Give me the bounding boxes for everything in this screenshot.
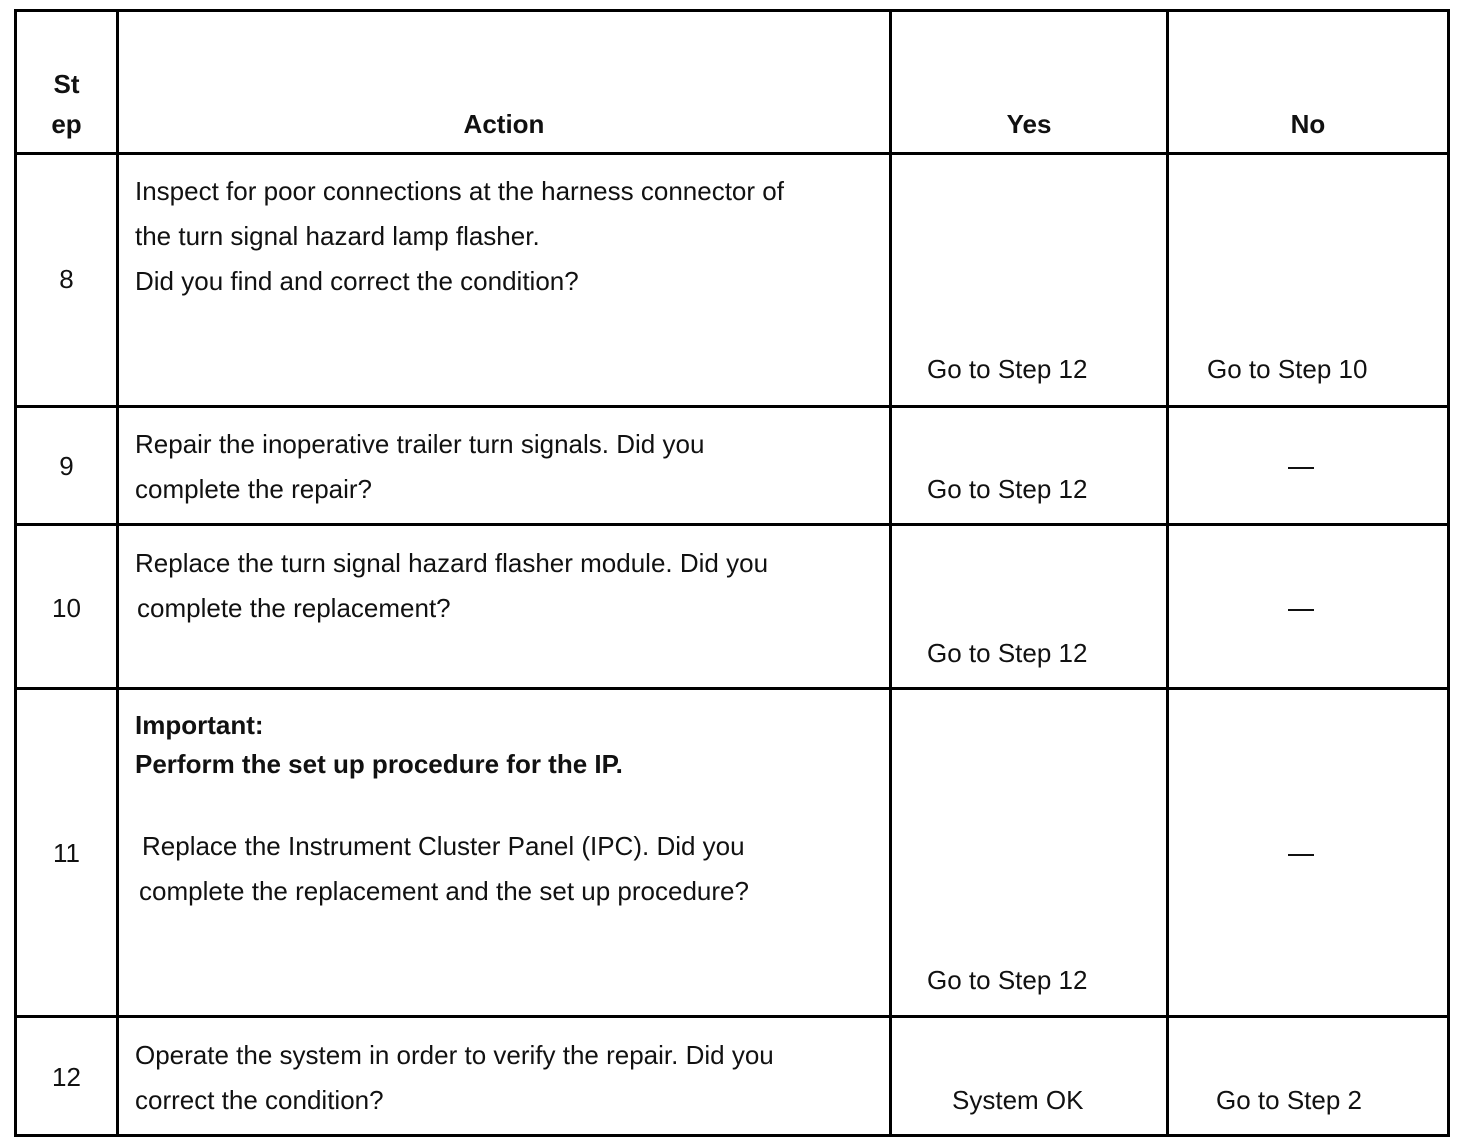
step-number: 11 <box>53 838 80 868</box>
column-divider <box>889 12 892 1134</box>
action-text: Replace the Instrument Cluster Panel (IPC). Did you complete the replacement and the set up procedure? <box>139 831 749 906</box>
action-text: Operate the system in order to verify the repair. Did you correct the condition? <box>135 1040 774 1115</box>
row-divider <box>17 1015 1447 1018</box>
header-no: No <box>1290 109 1326 139</box>
header-step: St ep <box>51 69 82 139</box>
action-text: Inspect for poor connections at the harness connector of the turn signal hazard lamp flasher. Did you find and correct the condition? <box>135 176 784 296</box>
column-divider <box>116 12 119 1134</box>
no-outcome-dash <box>1288 609 1314 611</box>
header-action: Action <box>463 109 545 139</box>
no-outcome: Go to Step 10 <box>1207 354 1368 384</box>
row-divider <box>17 523 1447 526</box>
step-number: 8 <box>59 264 74 294</box>
step-number: 9 <box>59 451 74 481</box>
no-outcome-dash <box>1288 854 1314 856</box>
step-number: 10 <box>52 593 81 623</box>
step-number: 12 <box>52 1062 81 1092</box>
no-outcome-dash <box>1288 467 1314 469</box>
row-divider <box>17 405 1447 408</box>
yes-outcome: Go to Step 12 <box>927 638 1088 668</box>
yes-outcome: Go to Step 12 <box>927 354 1088 384</box>
yes-outcome: System OK <box>952 1085 1084 1115</box>
action-text: Repair the inoperative trailer turn signals. Did you complete the repair? <box>135 429 705 504</box>
diagnostic-table <box>14 9 1450 1137</box>
yes-outcome: Go to Step 12 <box>927 965 1088 995</box>
header-yes: Yes <box>1006 109 1052 139</box>
row-divider <box>17 687 1447 690</box>
action-text: Replace the turn signal hazard flasher module. Did you complete the replacement? <box>135 548 769 623</box>
no-outcome: Go to Step 2 <box>1216 1085 1362 1115</box>
important-note: Important: Perform the set up procedure for the IP. <box>135 710 623 779</box>
yes-outcome: Go to Step 12 <box>927 474 1088 504</box>
row-divider <box>17 152 1447 155</box>
column-divider <box>1166 12 1169 1134</box>
